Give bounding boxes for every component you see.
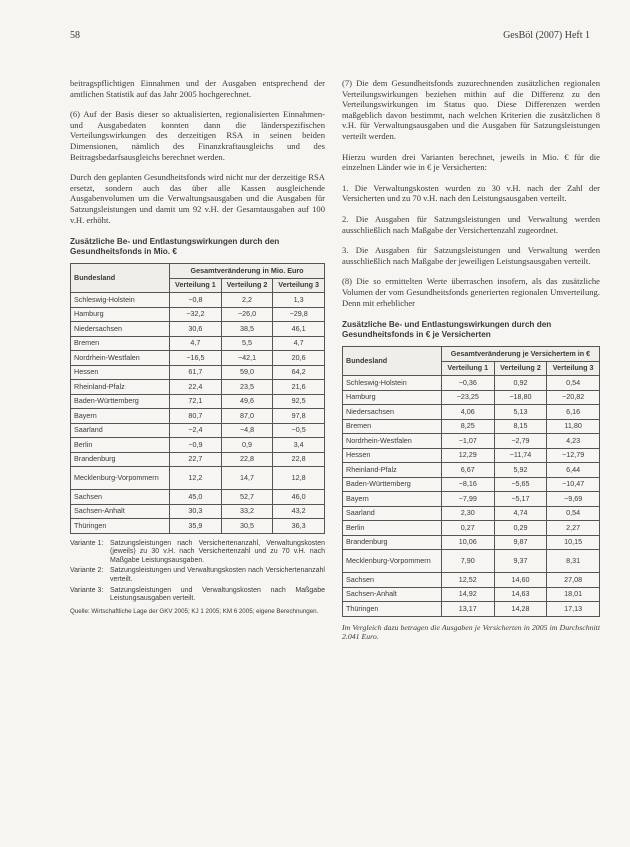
table-cell: 38,5 bbox=[221, 322, 273, 337]
row-label: Bayern bbox=[71, 409, 170, 424]
row-label: Sachsen-Anhalt bbox=[343, 587, 442, 602]
row-label: Brandenburg bbox=[71, 452, 170, 467]
right-paragraph-3: 1. Die Verwaltungskosten wurden zu 30 v.H. nach der Zahl der Versicherten und zu 70 v.H. nach den Leistungsausgaben verteilt. bbox=[342, 182, 600, 204]
table-cell: −0,36 bbox=[441, 376, 494, 391]
row-label: Nordrhein-Westfalen bbox=[343, 434, 442, 449]
table-cell: −0,9 bbox=[170, 438, 222, 453]
table-cell: 1,3 bbox=[273, 293, 325, 308]
left-table-source: Quelle: Wirtschaftliche Lage der GKV 2005; KJ 1 2005; KM 6 2005; eigene Berechnungen. bbox=[70, 607, 319, 615]
table-row bbox=[343, 602, 600, 617]
table-cell: 3,4 bbox=[273, 438, 325, 453]
table-cell: 4,23 bbox=[547, 434, 600, 449]
table-cell: 4,7 bbox=[170, 336, 222, 351]
table-row bbox=[71, 467, 325, 490]
row-label: Niedersachsen bbox=[71, 322, 170, 337]
column-header-v1: Verteilung 1 bbox=[441, 361, 494, 376]
table-cell: 12,2 bbox=[170, 467, 222, 490]
table-cell: 45,0 bbox=[170, 490, 222, 505]
table-cell: 97,8 bbox=[273, 409, 325, 424]
table-cell: 59,0 bbox=[221, 365, 273, 380]
table-cell: 12,29 bbox=[441, 448, 494, 463]
table-cell: 10,15 bbox=[547, 535, 600, 550]
table-row bbox=[343, 506, 600, 521]
table-cell: 6,16 bbox=[547, 405, 600, 420]
table-row bbox=[71, 336, 325, 351]
right-paragraph-5: 3. Die Ausgaben für Satzungsleistungen und Verwaltung werden ausschließlich nach Maßgabe der jeweiligen Leistungsausgaben verteilt. bbox=[342, 245, 600, 266]
column-header-land: Bundesland bbox=[343, 347, 442, 376]
table-row bbox=[71, 394, 325, 409]
note-definition: Satzungsleistungen und Verwaltungskosten nach Versichertenanzahl verteilt. bbox=[110, 567, 325, 583]
row-label: Mecklenburg-Vorpommern bbox=[71, 467, 170, 490]
table-cell: 20,6 bbox=[273, 351, 325, 366]
row-label: Rheinland-Pfalz bbox=[71, 380, 170, 395]
table-cell: 35,9 bbox=[170, 519, 222, 534]
row-label: Sachsen bbox=[343, 573, 442, 588]
page-number: 58 bbox=[70, 30, 80, 41]
note-term: Variante 1: bbox=[70, 539, 104, 547]
right-paragraph-1: (7) Die dem Gesundheitsfonds zuzurechnenden zusätzlichen regionalen Verteilungswirkungen beziehen mithin auf die Differenz zu den Verteilungswirkungen im Status quo. Diese Differenzen werden maßgeblich davon bestimmt, nach welchen Kriterien die zusätzlichen 8 v.H. für Verwaltungsausgaben und die Ausgaben für Satzungsleistungen verteilt werden. bbox=[342, 78, 600, 141]
table-cell: −2,79 bbox=[494, 434, 547, 449]
table-cell: −12,79 bbox=[547, 448, 600, 463]
row-label: Schleswig-Holstein bbox=[343, 376, 442, 391]
note-item bbox=[70, 540, 325, 566]
table-cell: 14,92 bbox=[441, 587, 494, 602]
table-row bbox=[343, 463, 600, 478]
table-cell: −8,16 bbox=[441, 477, 494, 492]
table-cell: −10,47 bbox=[547, 477, 600, 492]
row-label: Nordrhein-Westfalen bbox=[71, 351, 170, 366]
table-cell: −18,80 bbox=[494, 390, 547, 405]
table-cell: −23,25 bbox=[441, 390, 494, 405]
table-cell: −5,65 bbox=[494, 477, 547, 492]
row-label: Bremen bbox=[71, 336, 170, 351]
table-row bbox=[343, 434, 600, 449]
row-label: Bremen bbox=[343, 419, 442, 434]
table-cell: 11,80 bbox=[547, 419, 600, 434]
row-label: Berlin bbox=[71, 438, 170, 453]
row-label: Bayern bbox=[343, 492, 442, 507]
table-cell: −32,2 bbox=[170, 307, 222, 322]
table-row bbox=[71, 490, 325, 505]
table-row bbox=[71, 519, 325, 534]
column-header-v2: Verteilung 2 bbox=[221, 278, 273, 293]
row-label: Rheinland-Pfalz bbox=[343, 463, 442, 478]
left-paragraph-2: (6) Auf der Basis dieser so aktualisierten, regionalisierten Einnahmen- und Ausgabedaten konnten dann die länderspezifischen Verteilungswirkungen des derzeitigen RSA in seinen beiden Dimensionen, nämlich des Finanzkraftausgleichs und des Beitragsbedarfsausgleichs berechnet werden. bbox=[70, 109, 325, 162]
right-paragraph-6: (8) Die so ermittelten Werte überraschen insofern, als das zusätzliche Volumen der vom Gesundheitsfonds generierten regionalen Umverteilung. Denn mit erheblicher bbox=[342, 276, 600, 308]
table-row bbox=[71, 423, 325, 438]
table-row bbox=[343, 521, 600, 536]
table-cell: 5,92 bbox=[494, 463, 547, 478]
table-row bbox=[343, 535, 600, 550]
right-table-note: Im Vergleich dazu betragen die Ausgaben je Versicherten in 2005 im Durchschnitt 2.041 Euro. bbox=[342, 622, 600, 642]
table-row bbox=[343, 492, 600, 507]
table-cell: −4,8 bbox=[221, 423, 273, 438]
table-cell: 30,3 bbox=[170, 504, 222, 519]
table-cell: 46,0 bbox=[273, 490, 325, 505]
left-paragraph-3: Durch den geplanten Gesundheitsfonds wird nicht nur der derzeitige RSA ersetzt, sondern auch das über alle Kassen ausgleichende Ausgabenvolumen um die Verwaltungsausgaben und die Ausgaben für Satzungsleistungen und damit um 92 v.H. der Gesamtausgaben auf 100 v.H. erhöht. bbox=[70, 172, 325, 225]
table-cell: 0,9 bbox=[221, 438, 273, 453]
table-row bbox=[343, 550, 600, 573]
table-cell: 2,30 bbox=[441, 506, 494, 521]
table-cell: 6,44 bbox=[547, 463, 600, 478]
table-cell: −20,82 bbox=[547, 390, 600, 405]
table-cell: 9,37 bbox=[494, 550, 547, 573]
table-row bbox=[71, 380, 325, 395]
table-cell: 0,54 bbox=[547, 376, 600, 391]
table-row bbox=[343, 419, 600, 434]
table-cell: −11,74 bbox=[494, 448, 547, 463]
row-label: Baden-Württemberg bbox=[71, 394, 170, 409]
table-row bbox=[343, 390, 600, 405]
right-table-body bbox=[343, 376, 600, 617]
table-cell: 52,7 bbox=[221, 490, 273, 505]
row-label: Niedersachsen bbox=[343, 405, 442, 420]
left-data-table bbox=[70, 263, 325, 534]
table-cell: 49,6 bbox=[221, 394, 273, 409]
row-label: Hamburg bbox=[343, 390, 442, 405]
table-row bbox=[343, 448, 600, 463]
table-cell: 14,63 bbox=[494, 587, 547, 602]
right-table-title: Zusätzliche Be- und Entlastungswirkungen durch den Gesundheitsfonds in € je Versicherten bbox=[342, 320, 552, 340]
table-cell: 0,29 bbox=[494, 521, 547, 536]
table-cell: 12,8 bbox=[273, 467, 325, 490]
note-item bbox=[70, 587, 325, 604]
row-label: Mecklenburg-Vorpommern bbox=[343, 550, 442, 573]
table-cell: 22,7 bbox=[170, 452, 222, 467]
table-row bbox=[71, 365, 325, 380]
table-cell: −0,8 bbox=[170, 293, 222, 308]
table-row bbox=[343, 376, 600, 391]
row-label: Thüringen bbox=[343, 602, 442, 617]
note-term: Variante 2: bbox=[70, 567, 104, 575]
table-row bbox=[71, 351, 325, 366]
table-cell: 2,2 bbox=[221, 293, 273, 308]
table-cell: 18,01 bbox=[547, 587, 600, 602]
table-cell: 46,1 bbox=[273, 322, 325, 337]
table-row bbox=[343, 573, 600, 588]
table-cell: −2,4 bbox=[170, 423, 222, 438]
table-cell: 14,60 bbox=[494, 573, 547, 588]
note-term: Variante 3: bbox=[70, 586, 104, 594]
right-data-table bbox=[342, 346, 600, 617]
table-cell: 6,67 bbox=[441, 463, 494, 478]
table-row bbox=[71, 438, 325, 453]
table-cell: 14,7 bbox=[221, 467, 273, 490]
left-table-title: Zusätzliche Be- und Entlastungswirkungen durch den Gesundheitsfonds in Mio. € bbox=[70, 237, 280, 257]
column-header-v2: Verteilung 2 bbox=[494, 361, 547, 376]
row-label: Sachsen bbox=[71, 490, 170, 505]
table-cell: 23,5 bbox=[221, 380, 273, 395]
right-paragraph-4: 2. Die Ausgaben für Satzungsleistungen und Verwaltung werden ausschließlich nach Maßgabe der Versichertenzahl zugeordnet. bbox=[342, 213, 600, 235]
table-cell: −5,17 bbox=[494, 492, 547, 507]
table-cell: −29,8 bbox=[273, 307, 325, 322]
row-label: Berlin bbox=[343, 521, 442, 536]
table-cell: −16,5 bbox=[170, 351, 222, 366]
table-row bbox=[343, 587, 600, 602]
table-cell: 5,13 bbox=[494, 405, 547, 420]
note-item bbox=[70, 567, 325, 584]
row-label: Saarland bbox=[343, 506, 442, 521]
table-cell: 21,6 bbox=[273, 380, 325, 395]
table-row bbox=[71, 322, 325, 337]
note-definition: Satzungsleistungen nach Versichertenanzahl, Verwaltungskosten (jeweils) zu 30 v.H. nach Versichertenzahl und zu 70 v.H. nach Maßgabe Leistungsausgaben. bbox=[110, 539, 325, 564]
column-header-v3: Verteilung 3 bbox=[273, 278, 325, 293]
group-header: Gesamtveränderung je Versichertem in € bbox=[441, 347, 599, 362]
table-cell: 30,5 bbox=[221, 519, 273, 534]
note-definition: Satzungsleistungen und Verwaltungskosten nach Maßgabe Leistungsausgaben verteilt. bbox=[110, 586, 325, 603]
journal-header: GesBöl (2007) Heft 1 bbox=[503, 30, 590, 41]
table-cell: 0,54 bbox=[547, 506, 600, 521]
table-cell: 33,2 bbox=[221, 504, 273, 519]
table-cell: 13,17 bbox=[441, 602, 494, 617]
row-label: Schleswig-Holstein bbox=[71, 293, 170, 308]
left-paragraph-1: beitragspflichtigen Einnahmen und der Ausgaben entsprechend der amtlichen Statistik auf das Jahr 2005 hochgerechnet. bbox=[70, 78, 325, 99]
table-cell: 12,52 bbox=[441, 573, 494, 588]
table-cell: 14,28 bbox=[494, 602, 547, 617]
table-cell: 22,8 bbox=[221, 452, 273, 467]
row-label: Hessen bbox=[343, 448, 442, 463]
table-row bbox=[71, 409, 325, 424]
table-cell: 0,27 bbox=[441, 521, 494, 536]
table-cell: −7,99 bbox=[441, 492, 494, 507]
left-table-body bbox=[71, 293, 325, 534]
table-cell: 72,1 bbox=[170, 394, 222, 409]
table-cell: 9,87 bbox=[494, 535, 547, 550]
table-cell: 92,5 bbox=[273, 394, 325, 409]
table-row bbox=[71, 307, 325, 322]
table-cell: 4,06 bbox=[441, 405, 494, 420]
table-cell: 30,6 bbox=[170, 322, 222, 337]
table-cell: 22,4 bbox=[170, 380, 222, 395]
left-table-notes bbox=[70, 540, 325, 604]
row-label: Thüringen bbox=[71, 519, 170, 534]
table-cell: 0,92 bbox=[494, 376, 547, 391]
column-header-land: Bundesland bbox=[71, 264, 170, 293]
row-label: Baden-Württemberg bbox=[343, 477, 442, 492]
table-row bbox=[343, 405, 600, 420]
row-label: Brandenburg bbox=[343, 535, 442, 550]
table-cell: 8,31 bbox=[547, 550, 600, 573]
row-label: Sachsen-Anhalt bbox=[71, 504, 170, 519]
column-header-v1: Verteilung 1 bbox=[170, 278, 222, 293]
table-cell: 61,7 bbox=[170, 365, 222, 380]
table-cell: 87,0 bbox=[221, 409, 273, 424]
table-cell: 8,15 bbox=[494, 419, 547, 434]
table-row bbox=[71, 293, 325, 308]
table-cell: 4,74 bbox=[494, 506, 547, 521]
right-column bbox=[342, 78, 600, 642]
table-cell: 22,8 bbox=[273, 452, 325, 467]
table-cell: 64,2 bbox=[273, 365, 325, 380]
table-cell: −42,1 bbox=[221, 351, 273, 366]
table-cell: 5,5 bbox=[221, 336, 273, 351]
table-cell: 80,7 bbox=[170, 409, 222, 424]
row-label: Saarland bbox=[71, 423, 170, 438]
table-cell: −26,0 bbox=[221, 307, 273, 322]
table-cell: −0,5 bbox=[273, 423, 325, 438]
table-cell: 4,7 bbox=[273, 336, 325, 351]
row-label: Hamburg bbox=[71, 307, 170, 322]
table-cell: 36,3 bbox=[273, 519, 325, 534]
column-header-v3: Verteilung 3 bbox=[547, 361, 600, 376]
table-cell: −1,07 bbox=[441, 434, 494, 449]
table-cell: 2,27 bbox=[547, 521, 600, 536]
table-cell: 8,25 bbox=[441, 419, 494, 434]
table-cell: 7,90 bbox=[441, 550, 494, 573]
row-label: Hessen bbox=[71, 365, 170, 380]
table-row bbox=[343, 477, 600, 492]
table-cell: 27,08 bbox=[547, 573, 600, 588]
table-cell: −9,69 bbox=[547, 492, 600, 507]
left-column bbox=[70, 78, 325, 615]
table-row bbox=[71, 504, 325, 519]
group-header: Gesamtveränderung in Mio. Euro bbox=[170, 264, 325, 279]
table-cell: 17,13 bbox=[547, 602, 600, 617]
right-paragraph-2: Hierzu wurden drei Varianten berechnet, jeweils in Mio. € für die einzelnen Länder wie in € je Versicherten: bbox=[342, 151, 600, 173]
table-cell: 43,2 bbox=[273, 504, 325, 519]
table-row bbox=[71, 452, 325, 467]
table-cell: 10,06 bbox=[441, 535, 494, 550]
